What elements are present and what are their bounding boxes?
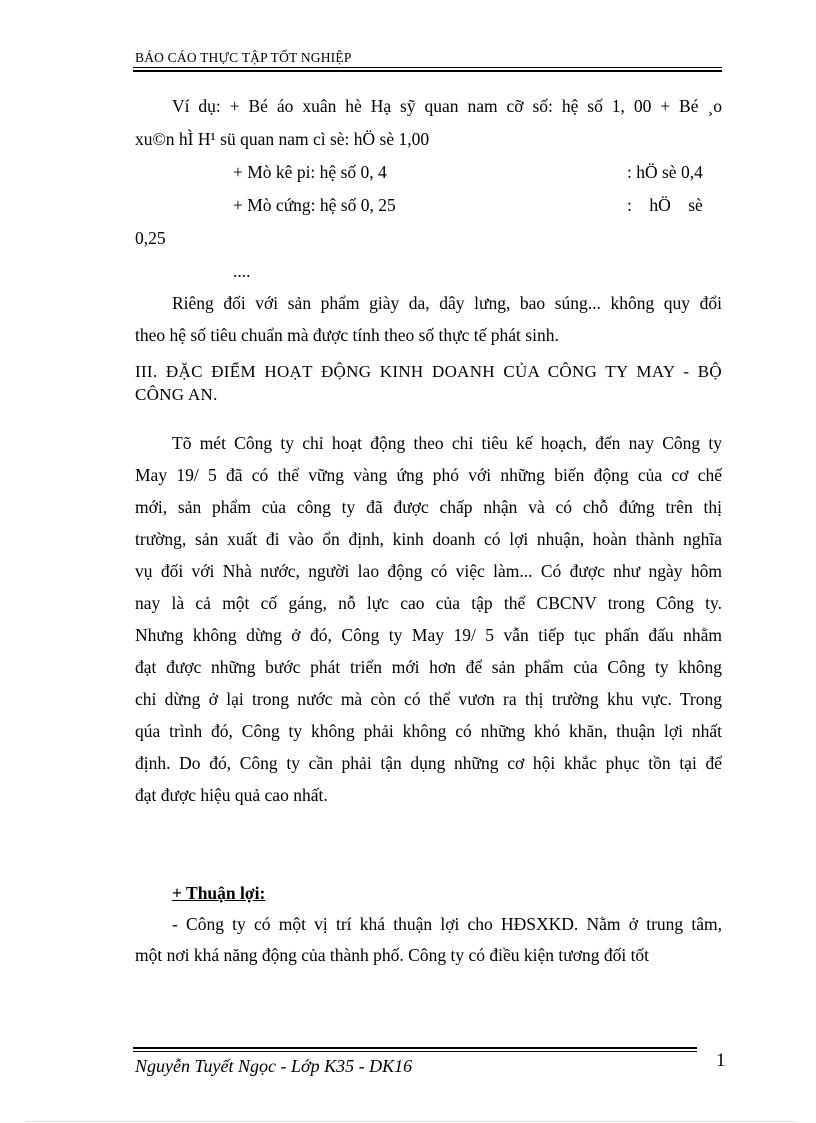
para2-line: Tõ mét Công ty chỉ hoạt động theo chỉ tiêu kế hoạch, đến nay Công ty — [172, 433, 722, 453]
para2-line: mới, sản phẩm của công ty đã được chấp nhận và có chỗ đứng trên thị — [135, 497, 722, 517]
para3-line: một nơi khá năng động của thành phố. Công ty có điều kiện tương đối tốt — [135, 945, 650, 965]
example-line-3-left: + Mò kê pi: hệ số 0, 4 — [233, 162, 387, 182]
para2-line: May 19/ 5 đã có thể vững vàng ứng phó với những biến động của cơ chế — [135, 465, 722, 485]
page-number: 1 — [716, 1050, 726, 1071]
para1-line: theo hệ số tiêu chuẩn mà được tính theo số thực tế phát sinh. — [135, 325, 559, 345]
subheading-advantages: + Thuận lợi: — [172, 883, 266, 903]
example-line-3-right: : hÖ sè 0,4 — [627, 162, 703, 182]
example-line-2: xu©n hÌ H¹ sü quan nam cì sè: hÖ sè 1,00 — [135, 129, 430, 149]
header-title: BÁO CÁO THỰC TẬP TỐT NGHIỆP — [135, 50, 352, 65]
para2-line: đạt được những bước phát triển mới hơn để sản phẩm của Công ty không — [135, 657, 722, 677]
para2-line: vụ đối với Nhà nước, người lao động có việc làm... Có được như ngày hôm — [135, 561, 722, 581]
para2-line: qúa trình đó, Công ty không phải không có những khó khăn, thuận lợi nhất — [135, 721, 722, 741]
example-line-4-right: : hÖ sè — [627, 195, 703, 215]
example-line-4-left: + Mò cứng: hệ số 0, 25 — [233, 195, 396, 215]
section-heading: III. ĐẶC ĐIỂM HOẠT ĐỘNG KINH DOANH CỦA CÔNG TY MAY - BỘ CÔNG AN. — [135, 362, 722, 404]
para3-line: - Công ty có một vị trí khá thuận lợi cho HĐSXKD. Nằm ở trung tâm, — [172, 914, 722, 934]
header-rule-thin — [133, 67, 722, 68]
header-rule-thick — [133, 70, 722, 72]
example-line-6: .... — [233, 261, 251, 281]
para2-line: Nhưng không dừng ở đó, Công ty May 19/ 5 vẫn tiếp tục phấn đấu nhằm — [135, 625, 722, 645]
footer-author: Nguyễn Tuyết Ngọc - Lớp K35 - DK16 — [135, 1056, 413, 1076]
page-edge-divider — [25, 1121, 795, 1122]
footer-rule-thin — [133, 1051, 697, 1052]
example-line-5: 0,25 — [135, 228, 166, 248]
para2-line: định. Do đó, Công ty cần phải tận dụng những cơ hội khắc phục tồn tại để — [135, 753, 722, 773]
para2-line: đạt được hiệu quả cao nhất. — [135, 785, 328, 805]
para1-line: Riêng đối với sản phẩm giày da, dây lưng, bao súng... không quy đổi — [172, 293, 722, 313]
para2-line: trường, sản xuất đi vào ổn định, kinh doanh có lợi nhuận, hoàn thành nghĩa — [135, 529, 722, 549]
footer-rule-thick — [133, 1047, 697, 1049]
example-line-1: Ví dụ: + Bé áo xuân hè Hạ sỹ quan nam cỡ số: hệ số 1, 00 + Bé ¸o — [172, 96, 722, 116]
para2-line: nay là cả một cố gáng, nỗ lực cao của tập thể CBCNV trong Công ty. — [135, 593, 722, 613]
para2-line: chỉ dừng ở lại trong nước mà còn có thể vươn ra thị trường khu vực. Trong — [135, 689, 722, 709]
